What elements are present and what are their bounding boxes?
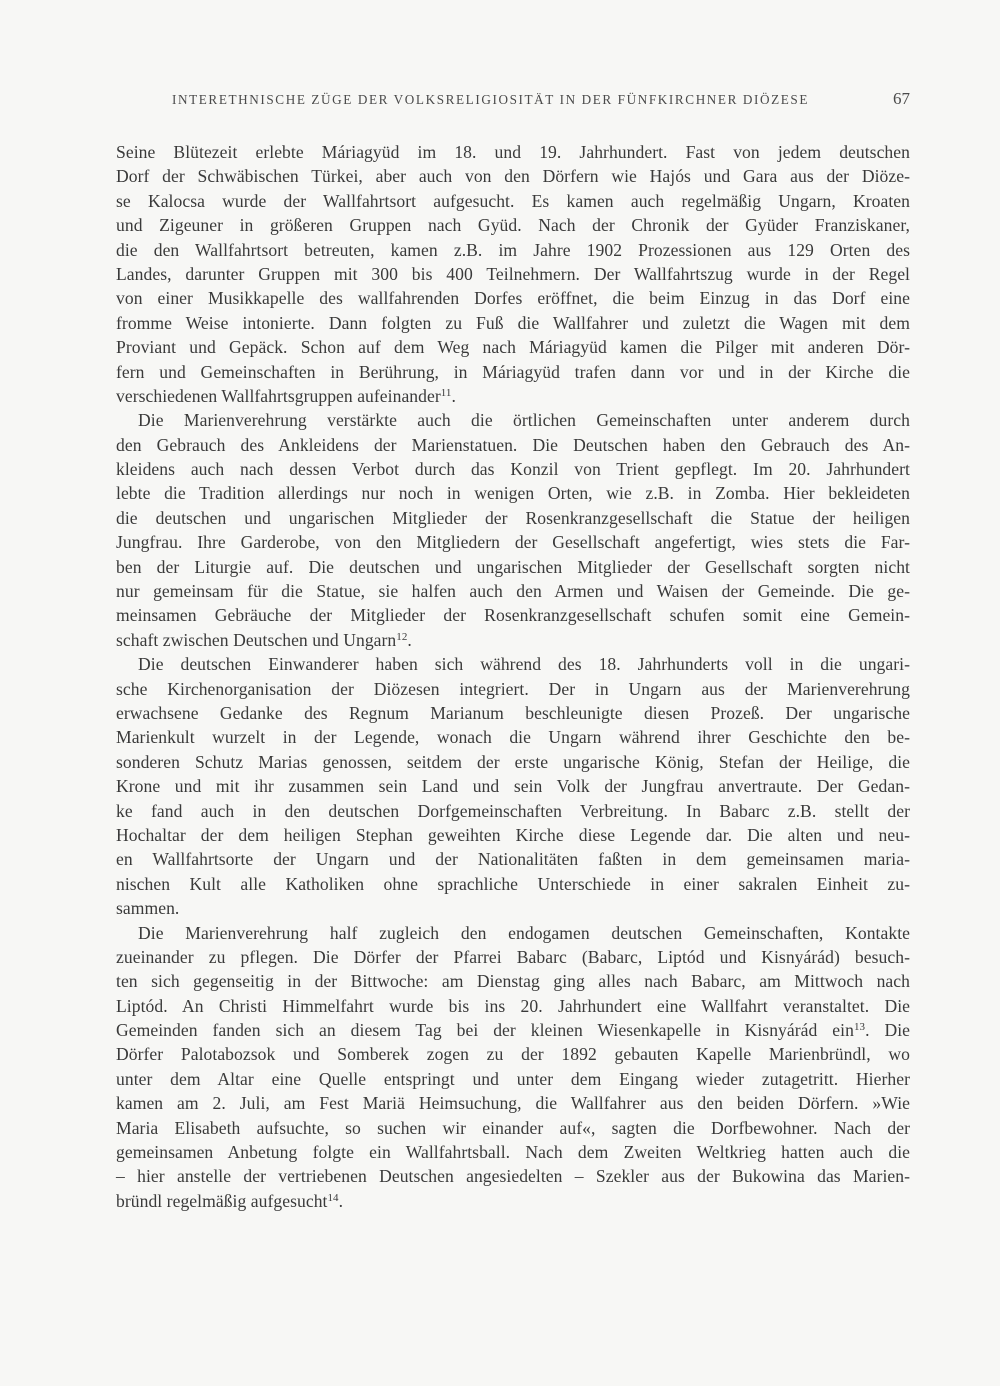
text-line — [116, 603, 910, 627]
text-line — [116, 994, 910, 1018]
text-line — [116, 408, 910, 432]
line-text: und Zigeuner in größeren Gruppen nach Gyüd. Nach der Chronik der Gyüder Franziskaner, — [116, 215, 910, 236]
text-line — [116, 799, 910, 823]
line-text: Krone und mit ihr zusammen sein Land und sein Volk der Jungfrau anvertraute. Der Gedan- — [116, 776, 910, 797]
line-text-tail: . — [451, 385, 456, 406]
text-line — [116, 945, 910, 969]
text-line — [116, 774, 910, 798]
line-text: nur gemeinsam für die Statue, sie halfen auch den Armen und Waisen der Gemeinde. Die ge- — [116, 581, 910, 602]
text-line — [116, 1189, 910, 1213]
line-text: die deutschen und ungarischen Mitglieder der Rosenkranzgesellschaft die Statue der heiligen — [116, 507, 910, 528]
footnote-reference: 11 — [440, 386, 452, 399]
line-text: sche Kirchenorganisation der Diözesen integriert. Der in Ungarn aus der Marienverehrung — [116, 678, 910, 699]
text-line — [116, 1018, 910, 1042]
line-text: von einer Musikkapelle des wallfahrenden Dorfes eröffnet, die beim Einzug in das Dorf eine — [116, 288, 910, 309]
line-text: Dorf der Schwäbischen Türkei, aber auch von den Dörfern wie Hajós und Gara aus der Diöze- — [116, 166, 910, 187]
line-text: lebte die Tradition allerdings nur noch in wenigen Orten, wie z.B. in Zomba. Hier bekleideten — [116, 483, 910, 504]
text-line — [116, 457, 910, 481]
running-title: INTERETHNISCHE ZÜGE DER VOLKSRELIGIOSITÄT IN DER FÜNFKIRCHNER DIÖZESE — [172, 92, 810, 107]
line-text: unter dem Altar eine Quelle entspringt und unter dem Eingang wieder zutagetritt. Hierher — [116, 1068, 910, 1089]
text-line — [116, 335, 910, 359]
line-text: Die Marienverehrung verstärkte auch die örtlichen Gemeinschaften unter anderem durch — [138, 410, 910, 431]
text-line — [116, 896, 910, 920]
line-text: kleidens auch nach dessen Verbot durch das Konzil von Trient gepflegt. Im 20. Jahrhundert — [116, 459, 910, 480]
text-line — [116, 286, 910, 310]
line-text: zueinander zu pflegen. Die Dörfer der Pfarrei Babarc (Babarc, Liptód und Kisnyárád) besuch- — [116, 946, 910, 967]
text-line — [116, 311, 910, 335]
text-line — [116, 262, 910, 286]
line-text: Landes, darunter Gruppen mit 300 bis 400 Teilnehmern. Der Wallfahrtszug wurde in der Regel — [116, 263, 910, 284]
text-line — [116, 164, 910, 188]
line-text: meinsamen Gebräuche der Mitglieder der Rosenkranzgesellschaft schufen somit eine Gemein- — [116, 605, 910, 626]
text-line — [116, 847, 910, 871]
text-line — [116, 213, 910, 237]
running-head — [116, 89, 910, 116]
text-line — [116, 1164, 910, 1188]
text-line — [116, 628, 910, 652]
text-line — [116, 1116, 910, 1140]
text-line — [116, 555, 910, 579]
text-line — [116, 1091, 910, 1115]
book-page — [116, 0, 910, 1386]
text-line — [116, 238, 910, 262]
line-text: ben der Liturgie auf. Die deutschen und ungarischen Mitglieder der Gesellschaft sorgten nicht — [116, 556, 910, 577]
text-line — [116, 481, 910, 505]
footnote-reference: 14 — [327, 1191, 339, 1204]
text-line — [116, 1140, 910, 1164]
line-text: – hier anstelle der vertriebenen Deutschen angesiedelten – Szekler aus der Bukowina das Marien- — [116, 1166, 910, 1187]
line-text: gemeinsamen Anbetung folgte ein Wallfahrtsball. Nach dem Zweiten Weltkrieg hatten auch die — [116, 1142, 910, 1163]
line-text: Die deutschen Einwanderer haben sich während des 18. Jahrhunderts voll in die ungari- — [138, 654, 910, 675]
line-text: sammen. — [116, 898, 180, 919]
line-text: fromme Weise intonierte. Dann folgten zu Fuß die Wallfahrer und zuletzt die Wagen mit dem — [116, 312, 910, 333]
line-text: fern und Gemeinschaften in Berührung, in Máriagyüd trafen dann vor und in der Kirche die — [116, 361, 910, 382]
line-text: verschiedenen Wallfahrtsgruppen aufeinander — [116, 385, 441, 406]
line-text: Marienkult wurzelt in der Legende, wonach die Ungarn während ihrer Geschichte den be- — [116, 727, 910, 748]
text-line — [116, 725, 910, 749]
text-line — [116, 1042, 910, 1066]
line-text: Gemeinden fanden sich an diesem Tag bei der kleinen Wiesenkapelle in Kisnyárád ein — [116, 1020, 854, 1041]
text-line — [116, 921, 910, 945]
line-text: schaft zwischen Deutschen und Ungarn — [116, 629, 397, 650]
text-line — [116, 360, 910, 384]
paragraph — [116, 408, 910, 652]
text-line — [116, 652, 910, 676]
line-text: en Wallfahrtsorte der Ungarn und der Nationalitäten faßten in dem gemeinsamen maria- — [116, 849, 910, 870]
line-text: nischen Kult alle Katholiken ohne sprachliche Unterschiede in einer sakralen Einheit zu- — [116, 873, 910, 894]
line-text: se Kalocsa wurde der Wallfahrtsort aufgesucht. Es kamen auch regelmäßig Ungarn, Kroaten — [116, 190, 910, 211]
line-text: den Gebrauch des Ankleidens der Marienstatuen. Die Deutschen haben den Gebrauch des An- — [116, 434, 910, 455]
line-text: Proviant und Gepäck. Schon auf dem Weg nach Máriagyüd kamen die Pilger mit anderen Dör- — [116, 337, 910, 358]
text-line — [116, 823, 910, 847]
paragraph — [116, 652, 910, 920]
footnote-reference: 12 — [396, 630, 408, 643]
text-line — [116, 384, 910, 408]
line-text: kamen am 2. Juli, am Fest Mariä Heimsuchung, die Wallfahrer aus den beiden Dörfern. »Wie — [116, 1093, 910, 1114]
line-text: Die Marienverehrung half zugleich den endogamen deutschen Gemeinschaften, Kontakte — [138, 922, 910, 943]
line-text-tail: . — [407, 629, 412, 650]
text-line — [116, 701, 910, 725]
text-line — [116, 189, 910, 213]
line-text: ke fand auch in den deutschen Dorfgemeinschaften Verbreitung. In Babarc z.B. stellt der — [116, 800, 910, 821]
paragraph — [116, 140, 910, 408]
text-line — [116, 579, 910, 603]
line-text: Liptód. An Christi Himmelfahrt wurde bis ins 20. Jahrhundert eine Wallfahrt veranstaltet. Die — [116, 995, 910, 1016]
line-text: erwachsene Gedanke des Regnum Marianum beschleunigte diesen Prozeß. Der ungarische — [116, 702, 910, 723]
line-text: Hochaltar der dem heiligen Stephan geweihten Kirche diese Legende dar. Die alten und neu- — [116, 824, 910, 845]
line-text: Jungfrau. Ihre Garderobe, von den Mitgliedern der Gesellschaft angefertigt, wies stets die Far- — [116, 532, 910, 553]
line-text: ten sich gegenseitig in der Bittwoche: am Dienstag ging alles nach Babarc, am Mittwoch nach — [116, 971, 910, 992]
line-text: die den Wallfahrtsort betreuten, kamen z.B. im Jahre 1902 Prozessionen aus 129 Orten des — [116, 239, 910, 260]
line-text: Maria Elisabeth aufsuchte, so suchen wir einander auf«, sagten die Dorfbewohner. Nach der — [116, 1117, 910, 1138]
line-text: bründl regelmäßig aufgesucht — [116, 1190, 328, 1211]
text-line — [116, 872, 910, 896]
text-line — [116, 530, 910, 554]
text-line — [116, 140, 910, 164]
line-text: Dörfer Palotabozsok und Somberek zogen zu der 1892 gebauten Kapelle Marienbründl, wo — [116, 1044, 910, 1065]
text-line — [116, 750, 910, 774]
line-text-tail: . — [338, 1190, 344, 1211]
text-line — [116, 969, 910, 993]
line-text: Seine Blütezeit erlebte Máriagyüd im 18. und 19. Jahrhundert. Fast von jedem deutschen — [116, 142, 910, 162]
footnote-reference: 13 — [853, 1021, 866, 1034]
page-number: 67 — [893, 89, 910, 108]
text-line — [116, 677, 910, 701]
paragraph — [116, 921, 910, 1214]
text-line — [116, 506, 910, 530]
body-text — [116, 140, 910, 1213]
line-text-tail: . Die — [865, 1020, 910, 1041]
text-line — [116, 433, 910, 457]
line-text: sonderen Schutz Marias genossen, seitdem der erste ungarische König, Stefan der Heilige, die — [116, 751, 910, 772]
text-line — [116, 1067, 910, 1091]
